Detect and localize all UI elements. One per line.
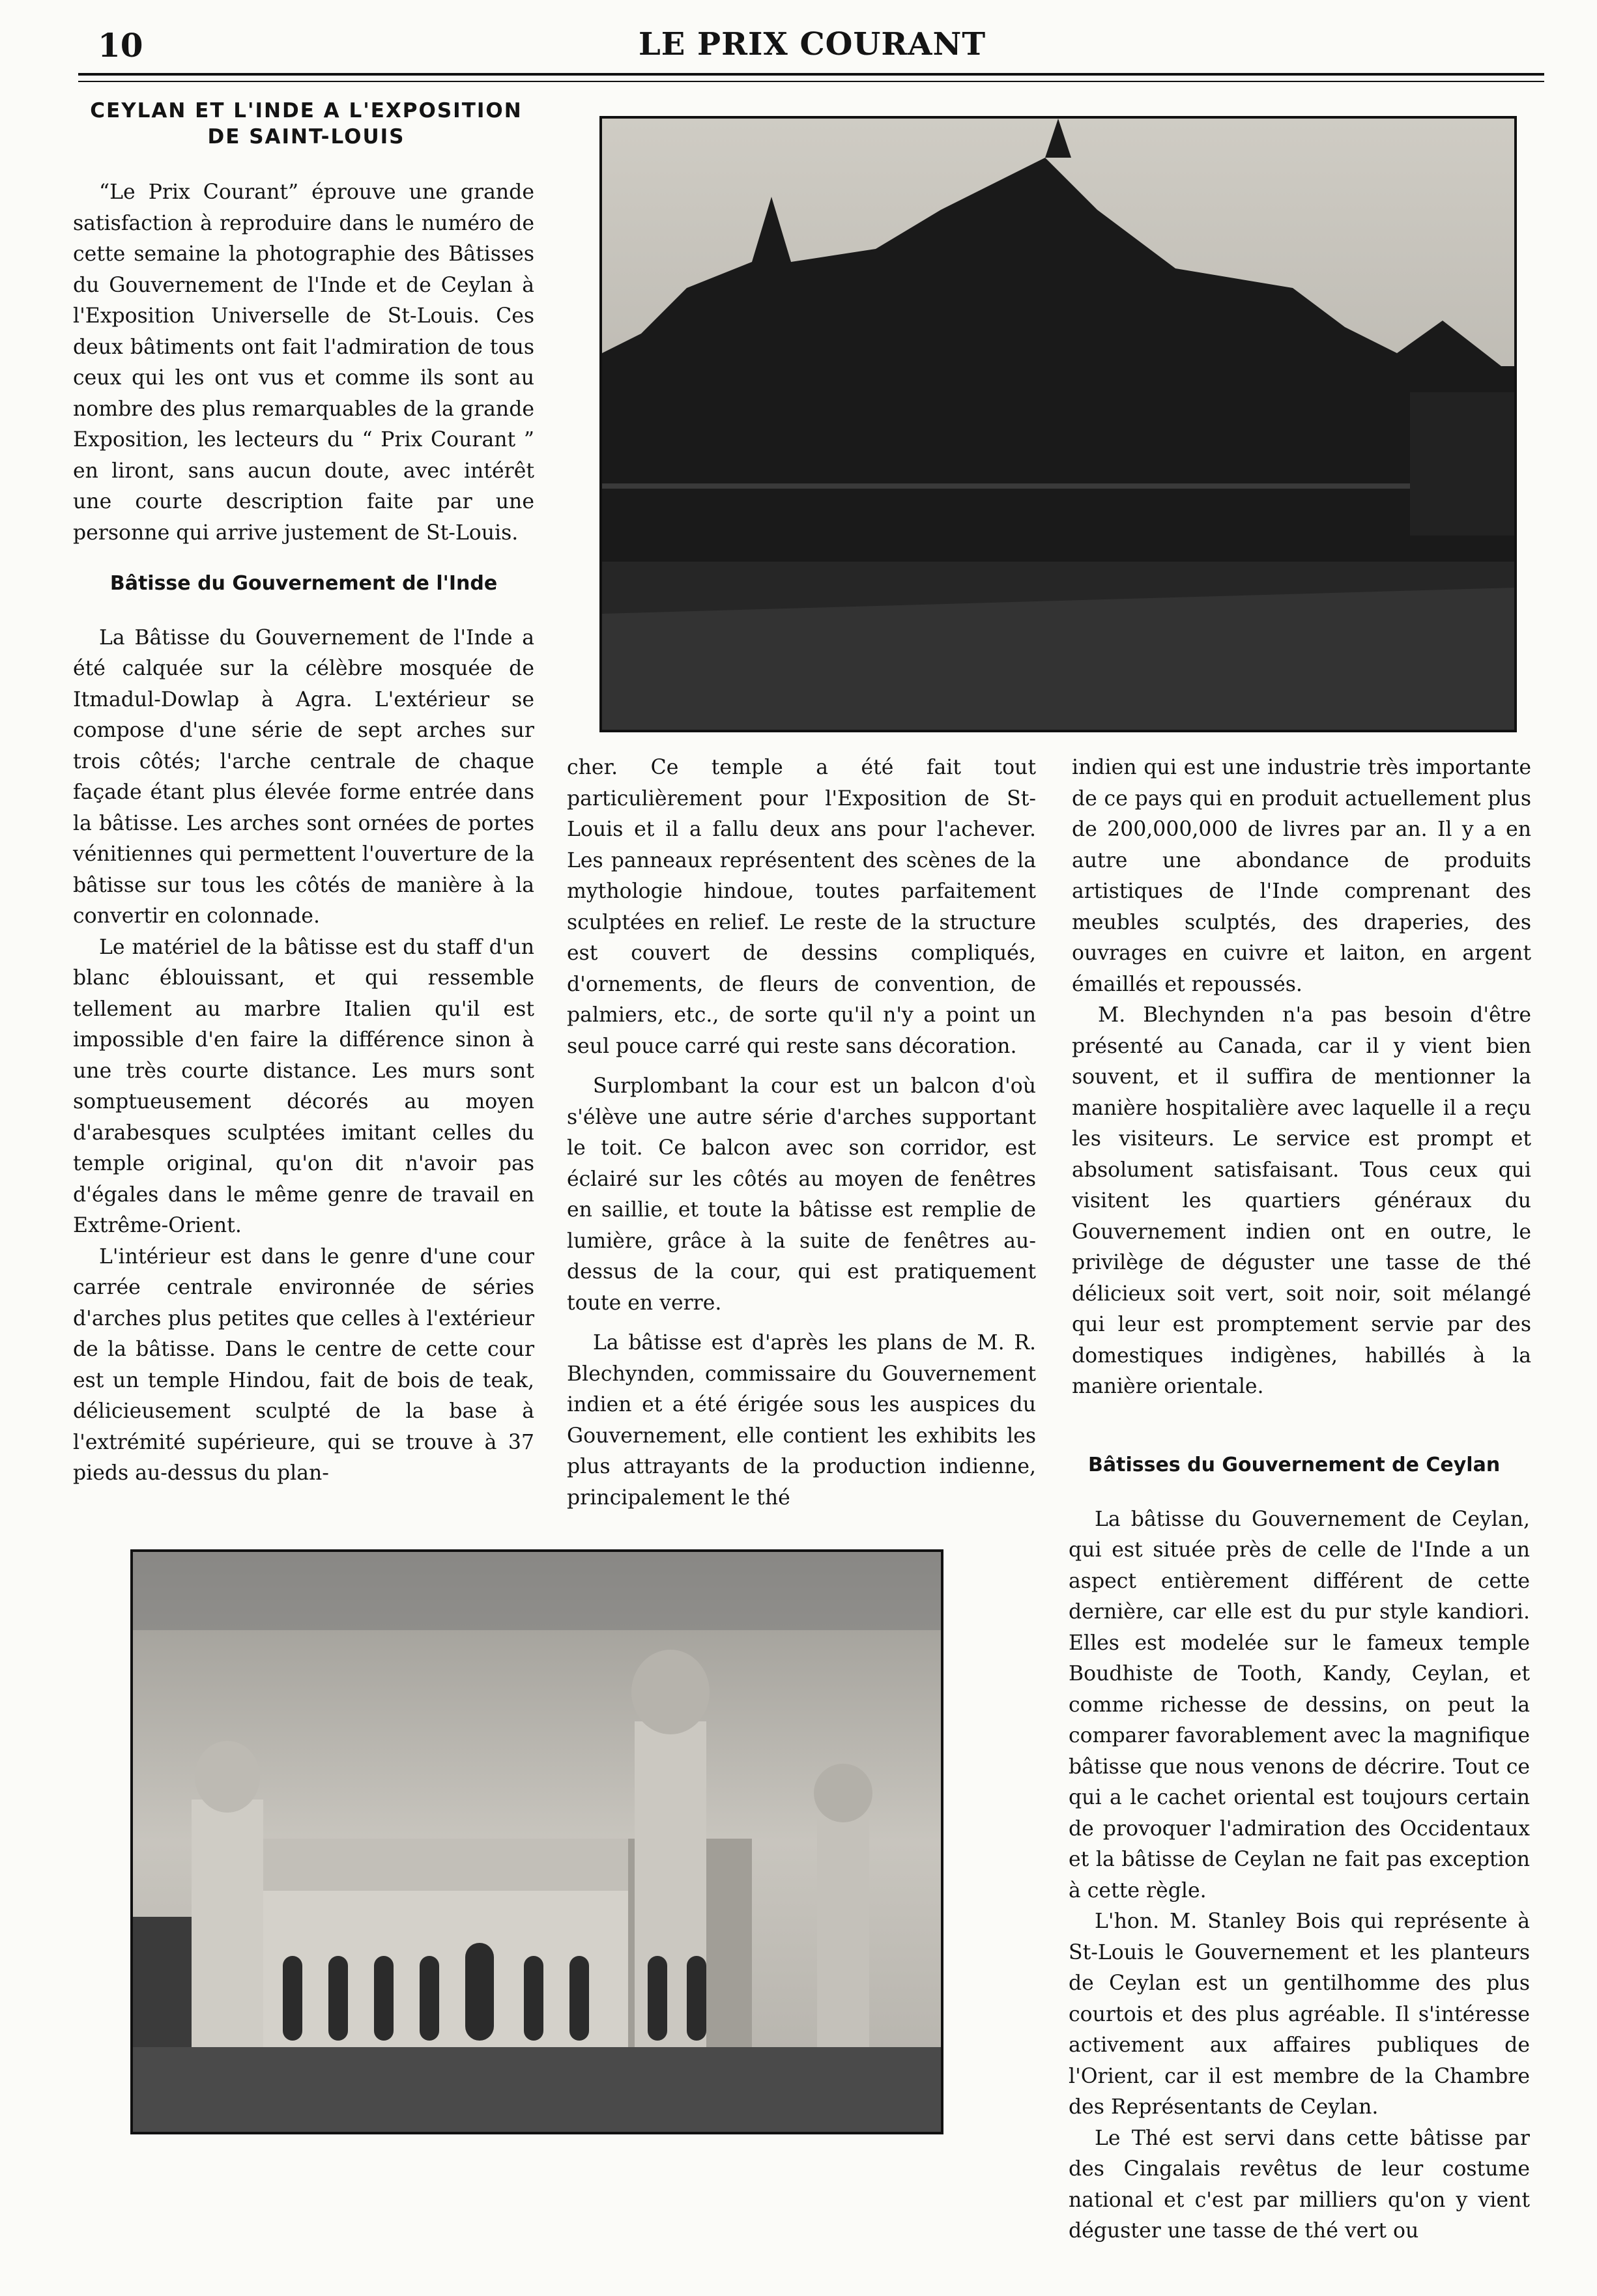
- section-heading-ceylon: Bâtisses du Gouvernement de Ceylan: [1088, 1454, 1501, 1476]
- column-right-top: [1072, 753, 1531, 1403]
- india-paragraph-6: M. Blechynden n'a pas besoin d'être présenté au Canada, car il y vient bien souvent, et il suffira de mentionner la manière hospitalière avec laquelle il a reçu les visiteurs. Le service est prompt et absolument satisfaisant. Tous ceux qui visitent les quartiers généraux du Gouvernement indien ont en outre, le privilège de déguster une tasse de thé délicieux soit vert, soit noir, soit mélangé qui leur est promptement servie par des domestiques indigènes, habillés à la manière orientale.: [1072, 1003, 1531, 1398]
- header-rule: [78, 73, 1544, 76]
- ceylon-pavilion-photo: [130, 1549, 943, 2134]
- column-left: [73, 177, 534, 1489]
- india-paragraph-3-end: cher. Ce temple a été fait tout particulièrement pour l'Exposition de St-Louis et il a fallu deux ans pour l'achever. Les panneaux représentent des scènes de la mythologie hindoue, toutes parfaitement sculptées en relief. Le reste de la structure est couvert de dessins compliqués, d'ornements, de fleurs de convention, de palmiers, etc., de sorte qu'il n'y a point un seul pouce carré qui reste sans décoration.: [567, 756, 1036, 1058]
- intro-paragraph: “Le Prix Courant” éprouve une grande satisfaction à reproduire dans le numéro de cette semaine la photographie des Bâtisses du Gouvernement de l'Inde et de Ceylan à l'Exposition Universelle de St-Louis. Ces deux bâtiments ont fait l'admiration de tous ceux qui les ont vus et comme ils sont au nombre des plus remarquables de la grande Exposition, les lecteurs du “ Prix Courant ” en liront, sans aucun doute, avec intérêt une courte description faite par une personne qui arrive justement de St-Louis.: [73, 180, 534, 545]
- section-heading-india: Bâtisse du Gouvernement de l'Inde: [109, 572, 498, 595]
- ceylon-paragraph-1: La bâtisse du Gouvernement de Ceylan, qui est située près de celle de l'Inde a un aspect entièrement différent de cette dernière, car elle est du pur style kandiori. Elles est modelée sur le fameux temple Boudhiste de Tooth, Kandy, Ceylan, et comme richesse de dessins, on peut la comparer favorablement avec la magnifique bâtisse que nous venons de décrire. Tout ce qui a le cachet oriental est toujours certain de provoquer l'admiration des Occidentaux et la bâtisse de Ceylan ne fait pas exception à cette règle.: [1069, 1507, 1530, 1902]
- ceylon-paragraph-3: Le Thé est servi dans cette bâtisse par des Cingalais revêtus de leur costume national et c'est par milliers qu'on y vient déguster une tasse de thé vert ou: [1069, 2126, 1530, 2243]
- article-title-line1: CEYLAN ET L'INDE A L'EXPOSITION: [90, 99, 523, 122]
- column-middle: [567, 753, 1036, 1514]
- india-pavilion-photo: [599, 116, 1517, 732]
- column-right-bottom: [1069, 1450, 1530, 2247]
- india-paragraph-2: Le matériel de la bâtisse est du staff d'un blanc éblouissant, et qui ressemble tellement au marbre Italien qu'il est impossible d'en faire la différence sinon à une très courte distance. Les murs sont somptueusement décorés au moyen d'arabesques sculptées imitant celles du temple original, qu'on dit n'avoir pas d'égales dans le même genre de travail en Extrême-Orient.: [73, 935, 534, 1237]
- india-paragraph-1: La Bâtisse du Gouvernement de l'Inde a été calquée sur la célèbre mosquée de Itmadul-Dowlap à Agra. L'extérieur se compose d'une série de sept arches sur trois côtés; l'arche centrale de chaque façade étant plus élevée forme entrée dans la bâtisse. Les arches sont ornées de portes vénitiennes qui permettent l'ouverture de la bâtisse sur tous les côtés de manière à la convertir en colonnade.: [73, 625, 534, 928]
- india-paragraph-5-end: indien qui est une industrie très importante de ce pays qui en produit actuellement plus de 200,000,000 de livres par an. Il y a en autre une abondance de produits artistiques de l'Inde comprenant des meubles sculptés, des draperies, des ouvrages en cuivre et laiton, en argent émaillés et repoussés.: [1072, 756, 1531, 996]
- running-title: LE PRIX COURANT: [639, 26, 986, 63]
- article-title-line2: DE SAINT-LOUIS: [207, 125, 405, 149]
- header-rule-thin: [78, 81, 1544, 82]
- india-paragraph-5-start: La bâtisse est d'après les plans de M. R. Blechynden, commissaire du Gouvernement indien et a été érigée sous les auspices du Gouvernement, elle contient les exhibits les plus attrayants de la production indienne, principalement le thé: [567, 1331, 1036, 1510]
- india-paragraph-4: Surplombant la cour est un balcon d'où s'élève une autre série d'arches supportant le toit. Ce balcon avec son corridor, est éclairé sur les côtés au moyen de fenêtres en saillie, et toute la bâtisse est remplie de lumière, grâce à la suite de fenêtres au-dessus de la cour, qui est pratiquement toute en verre.: [567, 1074, 1036, 1315]
- ceylon-paragraph-2: L'hon. M. Stanley Bois qui représente à St-Louis le Gouvernement et les planteurs de Ceylan est un gentilhomme des plus courtois et des plus agréable. Il s'intéresse activement aux affaires publiques de l'Orient, car il est membre de la Chambre des Représentants de Ceylan.: [1069, 1910, 1530, 2119]
- india-paragraph-3-start: L'intérieur est dans le genre d'une cour carrée centrale environnée de séries d'arches plus petites que celles à l'extérieur de la bâtisse. Dans le centre de cette cour est un temple Hindou, fait de bois de teak, délicieusement sculpté de la base à l'extrémité supérieure, qui se trouve à 37 pieds au-dessus du plan-: [73, 1244, 534, 1485]
- article-title: [68, 98, 544, 150]
- page-number: 10: [98, 26, 143, 65]
